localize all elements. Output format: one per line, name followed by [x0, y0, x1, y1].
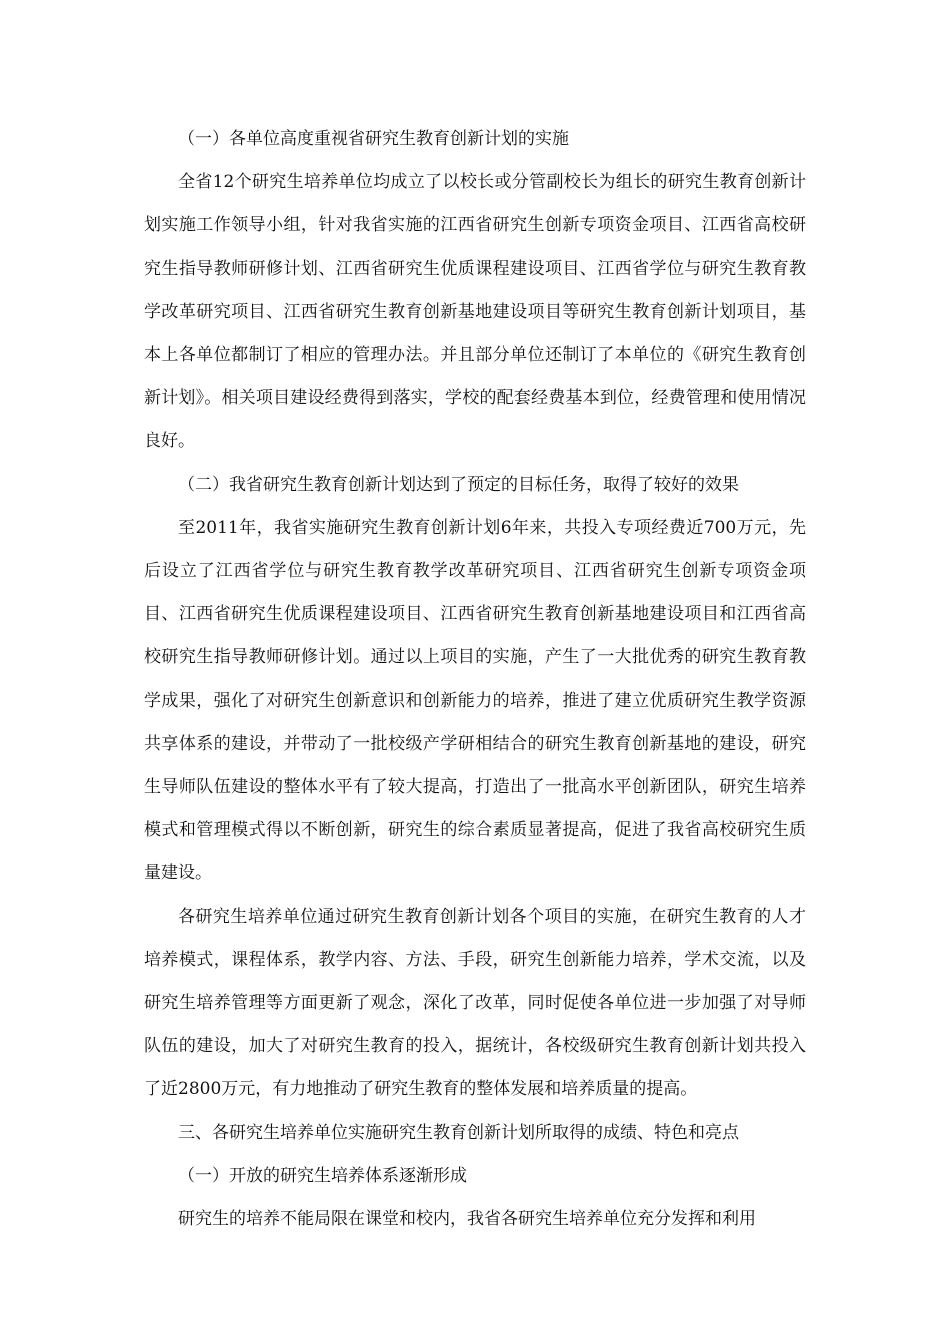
paragraph-3: 各研究生培养单位通过研究生教育创新计划各个项目的实施，在研究生教育的人才培养模式，课程体系，教学内容、方法、手段，研究生创新能力培养，学术交流，以及研究生培养管理等方面更新了观念，深化了改革，同时促使各单位进一步加强了对导师队伍的建设，加大了对研究生教育的投入，据统计，各校级研究生教育创新计划共投入了近2800万元，有力地推动了研究生教育的整体发展和培养质量的提高。 [144, 906, 806, 1100]
section-heading-1-1: （一）各单位高度重视省研究生教育创新计划的实施 [178, 129, 569, 149]
section-heading-3: 三、各研究生培养单位实施研究生教育创新计划所取得的成绩、特色和亮点 [178, 1122, 739, 1143]
paragraph-1: 全省12个研究生培养单位均成立了以校长或分管副校长为组长的研究生教育创新计划实施工作领导小组，针对我省实施的江西省研究生创新专项资金项目、江西省高校研究生指导教师研修计划、江西省研究生优质课程建设项目、江西省学位与研究生教育教学改革研究项目、江西省研究生教育创新基地建设项目等研究生教育创新计划项目，基本上各单位都制订了相应的管理办法。并且部分单位还制订了本单位的《研究生教育创新计划》。相关项目建设经费得到落实，学校的配套经费基本到位，经费管理和使用情况良好。 [144, 172, 806, 452]
paragraph-2: 至2011年，我省实施研究生教育创新计划6年来，共投入专项经费近700万元，先后设立了江西省学位与研究生教育教学改革研究项目、江西省研究生创新专项资金项目、江西省研究生优质课程建设项目、江西省研究生教育创新基地建设项目和江西省高校研究生指导教师研修计划。通过以上项目的实施，产生了一大批优秀的研究生教育教学成果，强化了对研究生创新意识和创新能力的培养，推进了建立优质研究生教学资源共享体系的建设，并带动了一批校级产学研相结合的研究生教育创新基地的建设，研究生导师队伍建设的整体水平有了较大提高，打造出了一批高水平创新团队，研究生培养模式和管理模式得以不断创新，研究生的综合素质显著提高，促进了我省高校研究生质量建设。 [144, 517, 806, 884]
section-heading-3-1: （一）开放的研究生培养体系逐渐形成 [178, 1165, 467, 1186]
section-heading-1-2: （二）我省研究生教育创新计划达到了预定的目标任务，取得了较好的效果 [178, 474, 739, 495]
paragraph-4: 研究生的培养不能局限在课堂和校内，我省各研究生培养单位充分发挥和利用 [178, 1209, 756, 1230]
document-body [144, 118, 806, 1241]
